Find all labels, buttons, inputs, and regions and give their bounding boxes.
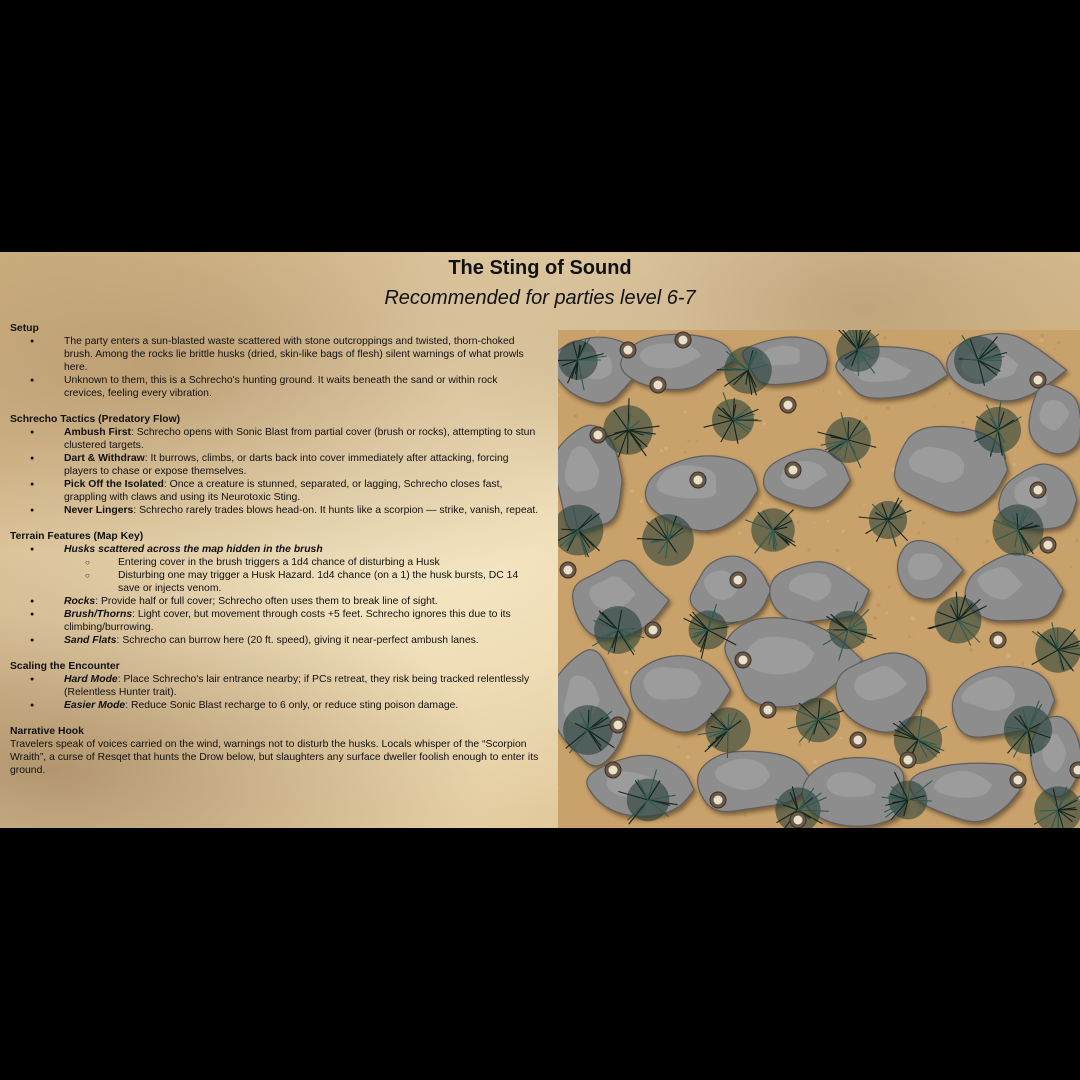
husk bbox=[650, 377, 666, 393]
husk bbox=[560, 562, 576, 578]
hook-section bbox=[10, 725, 540, 777]
sand-grain bbox=[825, 624, 828, 627]
tactic-text: : Once a creature is stunned, separated, or lagging, Schrecho closes fast, grappling with claws and using its Neurotoxic Sting. bbox=[64, 479, 503, 503]
sand-grain bbox=[823, 390, 825, 392]
terrain-term: Husks scattered across the map hidden in the brush bbox=[64, 544, 323, 555]
sand-grain bbox=[855, 409, 857, 411]
page-title: The Sting of Sound bbox=[448, 257, 632, 279]
husk bbox=[850, 732, 866, 748]
sand-grain bbox=[911, 616, 915, 620]
sand-grain bbox=[949, 342, 951, 344]
sand-grain bbox=[813, 760, 816, 763]
sand-grain bbox=[922, 522, 925, 525]
sand-grain bbox=[1017, 757, 1021, 761]
sand-grain bbox=[562, 437, 563, 438]
sand-grain bbox=[868, 643, 869, 644]
sand-grain bbox=[1056, 357, 1057, 358]
sand-grain bbox=[604, 534, 605, 535]
scaling-text: : Reduce Sonic Blast recharge to 6 only, or reduce sting poison damage. bbox=[125, 700, 459, 711]
sand-grain bbox=[1006, 653, 1010, 657]
terrain-item bbox=[10, 608, 540, 634]
terrain-term: Sand Flats bbox=[64, 635, 117, 646]
scaling-term: Hard Mode bbox=[64, 674, 118, 685]
sand-grain bbox=[631, 490, 634, 493]
sand-grain bbox=[961, 420, 965, 424]
sand-grain bbox=[1054, 348, 1056, 350]
husk bbox=[710, 792, 726, 808]
sand-grain bbox=[919, 634, 920, 635]
sand-grain bbox=[624, 671, 628, 675]
sand-grain bbox=[924, 713, 926, 715]
sand-grain bbox=[686, 755, 690, 759]
sand-grain bbox=[677, 745, 680, 748]
sand-grain bbox=[807, 548, 811, 552]
sand-grain bbox=[836, 549, 840, 553]
sand-grain bbox=[846, 567, 850, 571]
page-subtitle: Recommended for parties level 6-7 bbox=[384, 287, 696, 309]
sand-grain bbox=[1040, 334, 1044, 338]
tactic-item bbox=[10, 452, 540, 478]
terrain-term: Brush/Thorns bbox=[64, 609, 133, 620]
sand-grain bbox=[684, 411, 686, 413]
tactics-section bbox=[10, 413, 540, 517]
scaling-heading: Scaling the Encounter bbox=[10, 661, 120, 672]
sand-grain bbox=[797, 521, 800, 524]
sand-grain bbox=[1057, 341, 1061, 345]
sand-grain bbox=[838, 391, 841, 394]
scaling-section bbox=[10, 660, 540, 712]
tactics-heading: Schrecho Tactics (Predatory Flow) bbox=[10, 414, 181, 425]
sand-grain bbox=[886, 406, 890, 410]
sand-grain bbox=[761, 427, 762, 428]
sand-grain bbox=[681, 806, 685, 810]
sand-grain bbox=[813, 522, 815, 524]
scaling-text: : Place Schrecho's lair entrance nearby; if PCs retreat, they risk being tracked relentlessly (Relentless Hunter trait). bbox=[64, 674, 530, 698]
rock-highlight bbox=[644, 667, 702, 700]
sand-grain bbox=[797, 742, 801, 746]
tactic-term: Ambush First bbox=[64, 427, 131, 438]
terrain-heading: Terrain Features (Map Key) bbox=[10, 531, 144, 542]
sand-grain bbox=[815, 390, 816, 391]
sand-grain bbox=[1075, 539, 1078, 542]
sand-grain bbox=[827, 520, 830, 523]
sand-grain bbox=[876, 603, 880, 607]
sand-grain bbox=[949, 393, 951, 395]
sand-grain bbox=[886, 611, 889, 614]
terrain-item bbox=[10, 595, 540, 608]
tactic-term: Pick Off the Isolated bbox=[64, 479, 164, 490]
terrain-item bbox=[10, 634, 540, 647]
husk bbox=[790, 812, 806, 828]
setup-item: ● Unknown to them, this is a Schrecho's hunting ground. It waits beneath the sand or within rock crevices, feeling every vibration. bbox=[10, 374, 540, 400]
husk bbox=[690, 472, 706, 488]
husk bbox=[605, 762, 621, 778]
sand-grain bbox=[888, 586, 891, 589]
sand-grain bbox=[763, 422, 766, 425]
battle-map bbox=[558, 330, 1080, 828]
sand-grain bbox=[1040, 338, 1044, 342]
sand-grain bbox=[1021, 662, 1024, 665]
sand-grain bbox=[574, 414, 578, 418]
sand-grain bbox=[684, 450, 687, 453]
sand-grain bbox=[902, 543, 903, 544]
husk-subitem: ○ Entering cover in the brush triggers a 1d4 chance of disturbing a Husk bbox=[64, 556, 540, 569]
husk bbox=[1030, 372, 1046, 388]
tactic-text: : Schrecho rarely trades blows head-on. It hunts like a scorpion — strike, vanish, repeat. bbox=[133, 505, 539, 516]
sand-grain bbox=[926, 695, 930, 699]
sand-grain bbox=[696, 440, 698, 442]
setup-heading: Setup bbox=[10, 323, 39, 334]
scaling-item bbox=[10, 673, 540, 699]
sand-grain bbox=[1012, 463, 1015, 466]
terrain-item-husks bbox=[10, 543, 540, 595]
sand-grain bbox=[917, 531, 921, 535]
scaling-term: Easier Mode bbox=[64, 700, 126, 711]
sand-grain bbox=[1070, 566, 1072, 568]
sand-grain bbox=[1047, 673, 1049, 675]
husk bbox=[785, 462, 801, 478]
husk bbox=[730, 572, 746, 588]
slide bbox=[0, 252, 1080, 828]
sand-grain bbox=[640, 500, 643, 503]
sand-grain bbox=[1033, 781, 1035, 783]
sand-grain bbox=[581, 634, 583, 636]
sand-grain bbox=[986, 540, 990, 544]
sand-grain bbox=[935, 601, 937, 603]
husk bbox=[610, 717, 626, 733]
sand-grain bbox=[743, 813, 747, 817]
sand-grain bbox=[969, 648, 972, 651]
terrain-term: Rocks bbox=[64, 596, 96, 607]
tactic-text: : Schrecho opens with Sonic Blast from partial cover (brush or rocks), attempting to stun clustered targets. bbox=[64, 427, 536, 451]
terrain-text: : Provide half or full cover; Schrecho often uses them to break line of sight. bbox=[95, 596, 438, 607]
terrain-text: : Schrecho can burrow here (20 ft. speed), giving it near-perfect ambush lanes. bbox=[116, 635, 479, 646]
husk bbox=[760, 702, 776, 718]
husk bbox=[900, 752, 916, 768]
setup-section bbox=[10, 322, 540, 400]
tactic-text: : It burrows, climbs, or darts back into cover immediately after attacking, forcing players to chase or expose themselves. bbox=[64, 453, 509, 477]
sand-grain bbox=[842, 530, 845, 533]
tactic-term: Never Lingers bbox=[64, 505, 134, 516]
encounter-text bbox=[10, 322, 540, 790]
husk-subitem: ○ Disturbing one may trigger a Husk Hazard. 1d4 chance (on a 1) the husk bursts, DC 14 save or injects venom. bbox=[64, 569, 540, 595]
husk bbox=[780, 397, 796, 413]
setup-item: ● The party enters a sun-blasted waste scattered with stone outcroppings and twisted, thorn-choked brush. Among the rocks lie brittle husks (dried, skin-like bags of flesh) silent warnings of what prowls here. bbox=[10, 335, 540, 374]
sand-grain bbox=[738, 531, 741, 534]
husk bbox=[1010, 772, 1026, 788]
tactic-item bbox=[10, 478, 540, 504]
tactic-item bbox=[10, 504, 540, 517]
sand-grain bbox=[660, 449, 663, 452]
tactic-term: Dart & Withdraw bbox=[64, 453, 145, 464]
sand-grain bbox=[664, 447, 668, 451]
sand-grain bbox=[1052, 678, 1054, 680]
sand-grain bbox=[883, 336, 887, 340]
hook-heading: Narrative Hook bbox=[10, 726, 84, 737]
sand-grain bbox=[840, 736, 843, 739]
terrain-text: : Light cover, but movement through costs +5 feet. Schrecho ignores this due to its climbing/burrowing. bbox=[64, 609, 511, 633]
sand-grain bbox=[976, 415, 977, 416]
husk bbox=[735, 652, 751, 668]
terrain-section bbox=[10, 530, 540, 647]
husk bbox=[1030, 482, 1046, 498]
husk bbox=[675, 332, 691, 348]
sand-grain bbox=[873, 616, 877, 620]
husk bbox=[645, 622, 661, 638]
tactic-item bbox=[10, 426, 540, 452]
sand-grain bbox=[709, 659, 710, 660]
husk bbox=[620, 342, 636, 358]
sand-grain bbox=[687, 439, 690, 442]
sand-grain bbox=[1017, 446, 1019, 448]
husk bbox=[990, 632, 1006, 648]
sand-grain bbox=[933, 406, 935, 408]
sand-grain bbox=[627, 387, 629, 389]
sand-grain bbox=[982, 561, 986, 565]
sand-grain bbox=[864, 416, 868, 420]
sand-grain bbox=[956, 538, 958, 540]
sand-grain bbox=[910, 429, 911, 430]
sand-grain bbox=[993, 495, 997, 499]
scaling-item bbox=[10, 699, 540, 712]
husk bbox=[1040, 537, 1056, 553]
sand-grain bbox=[760, 502, 762, 504]
sand-grain bbox=[908, 635, 911, 638]
husk bbox=[590, 427, 606, 443]
sand-grain bbox=[565, 608, 566, 609]
sand-grain bbox=[863, 503, 865, 505]
hook-text: Travelers speak of voices carried on the wind, warnings not to disturb the husks. Locals whisper of the “Scorpion Wraith”, a curse of Resqet that hunts the Drow below, but slaughters any surface dweller foolish enough to enter its ground. bbox=[10, 739, 539, 776]
